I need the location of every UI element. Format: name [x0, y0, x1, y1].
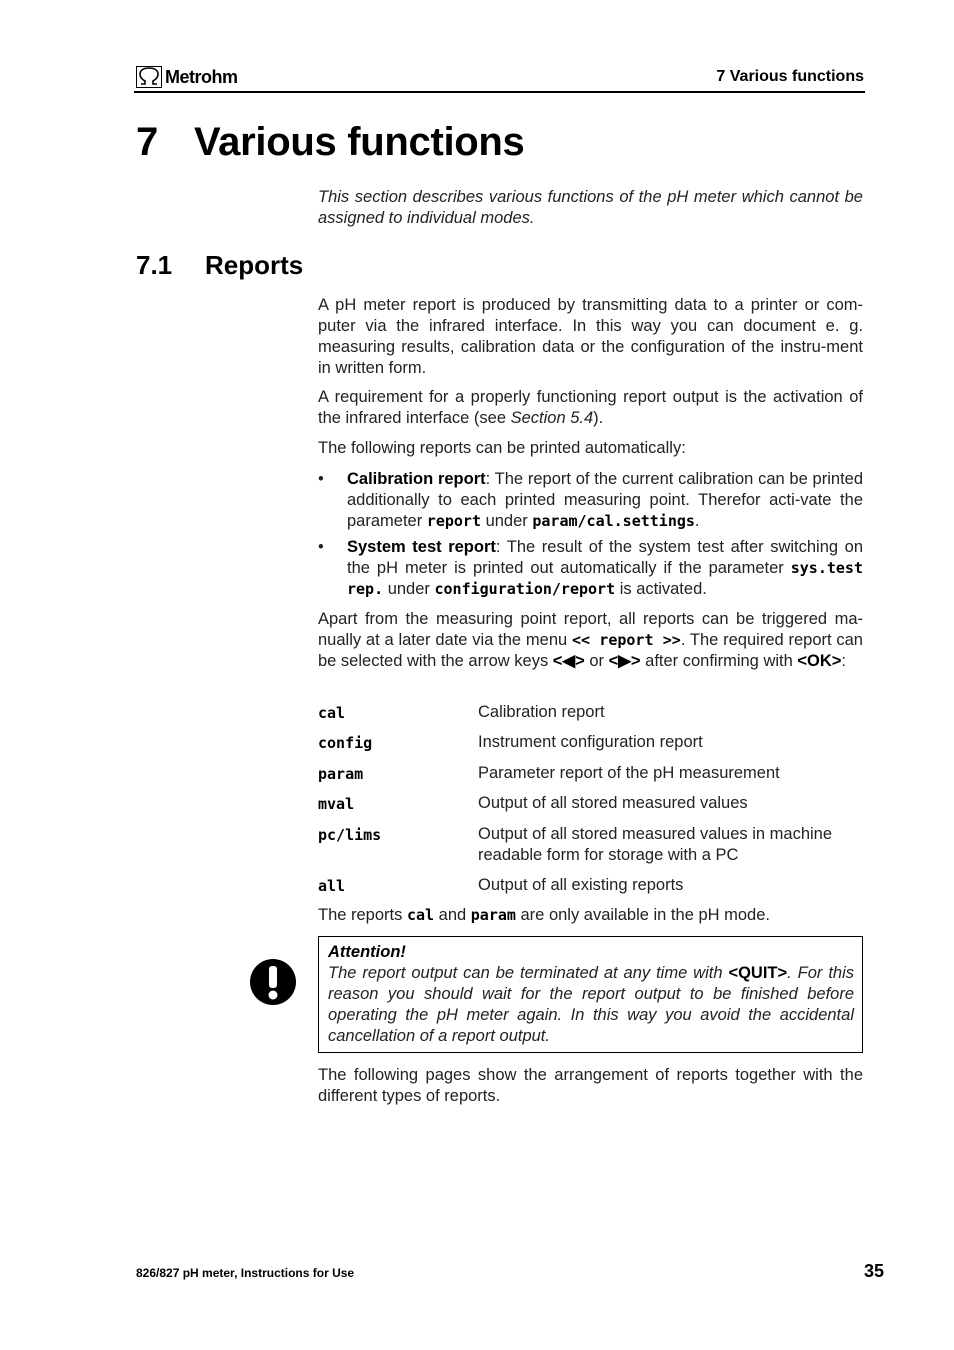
- menu-path-code: configuration/report: [434, 580, 616, 598]
- list-item: [318, 537, 863, 600]
- section-heading: [136, 250, 303, 281]
- bullet-text: under: [383, 580, 435, 598]
- attention-title: Attention!: [328, 943, 406, 961]
- chapter-title: Various functions: [194, 120, 525, 164]
- bullet-text: under: [480, 512, 533, 530]
- omega-logo-icon: [136, 66, 162, 88]
- report-description: Output of all existing reports: [478, 876, 684, 894]
- menu-name-code: << report >>: [572, 631, 681, 649]
- report-term: mval: [318, 795, 355, 813]
- paragraph-text: :: [841, 652, 846, 670]
- paragraph-text: Apart from the measuring point report, all reports can be triggered ma-nually at a later date via the menu: [318, 610, 863, 649]
- paragraph-requirement-end: ).: [593, 409, 604, 427]
- exclamation-icon: [249, 958, 297, 1011]
- right-arrow-key: <▶>: [608, 652, 641, 670]
- menu-path-code: param/cal.settings: [532, 512, 695, 530]
- paragraph-text: . The required report can be selected with the arrow keys: [318, 631, 863, 670]
- paragraph-text: or: [584, 652, 609, 670]
- attention-text: [328, 963, 854, 1047]
- chapter-number: 7: [136, 120, 158, 164]
- logo-text: Metrohm: [165, 66, 238, 87]
- section-reference: Section 5.4: [510, 409, 594, 427]
- bullet-text: : The result of the system test after switching on the pH meter is printed out automatically if the parameter: [347, 538, 863, 577]
- left-arrow-key: <◀>: [552, 652, 585, 670]
- ok-key: <OK>: [797, 652, 842, 670]
- list-item: [318, 469, 863, 532]
- paragraph-text: and: [434, 906, 471, 924]
- bullet-icon: •: [318, 538, 324, 556]
- page-number: 35: [863, 1261, 884, 1281]
- paragraph-ph-mode-note: [318, 905, 863, 926]
- report-description: Output of all stored measured values in machine readable form for storage with a PC: [478, 825, 833, 864]
- report-description: Output of all stored measured values: [478, 794, 748, 812]
- report-code: param: [470, 906, 516, 924]
- header-rule: [134, 91, 865, 93]
- parameter-code: report: [426, 512, 481, 530]
- quit-key: <QUIT>: [728, 964, 788, 982]
- bullet-icon: •: [318, 470, 324, 488]
- running-title: 7 Various functions: [716, 68, 864, 85]
- chapter-intro: This section describes various functions of the pH meter which cannot be assigned to individual modes.: [318, 188, 863, 227]
- report-description: Parameter report of the pH measurement: [478, 764, 780, 782]
- section-number: 7.1: [136, 250, 173, 280]
- paragraph-closing: The following pages show the arrangement of reports together with the different types of reports.: [318, 1066, 863, 1105]
- report-term: cal: [318, 704, 346, 722]
- attention-text-part: The report output can be terminated at any time with: [328, 964, 729, 982]
- report-description: Instrument configuration report: [478, 733, 703, 751]
- report-code: cal: [406, 906, 435, 924]
- paragraph-requirement-text: A requirement for a properly functioning report output is the activation of the infrared interface (see: [318, 388, 863, 427]
- paragraph-requirement: [318, 387, 863, 429]
- bullet-title: System test report: [347, 538, 496, 556]
- attention-content: [328, 942, 854, 1047]
- report-term: pc/lims: [318, 826, 382, 844]
- paragraph-report-intro: A pH meter report is produced by transmitting data to a printer or com-puter via the infrared interface. In this way you can document e. g. measuring results, calibration data or the configuration of the instru-ment in written form.: [318, 296, 863, 377]
- paragraph-manual-reports: [318, 609, 863, 672]
- bullet-list: [318, 469, 863, 600]
- bullet-title: Calibration report: [347, 470, 486, 488]
- bullet-text: .: [694, 512, 700, 530]
- report-term: param: [318, 765, 364, 783]
- report-description: Calibration report: [478, 703, 605, 721]
- report-term: config: [318, 734, 373, 752]
- paragraph-text: after confirming with: [640, 652, 798, 670]
- paragraph-text: The reports: [318, 906, 407, 924]
- metrohm-logo: [136, 64, 238, 90]
- footer-doc-title: 826/827 pH meter, Instructions for Use: [136, 1266, 355, 1280]
- section-title: Reports: [205, 250, 304, 280]
- paragraph-text: are only available in the pH mode.: [515, 906, 770, 924]
- chapter-heading: [136, 120, 525, 165]
- paragraph-auto-reports: The following reports can be printed automatically:: [318, 439, 686, 457]
- report-term: all: [318, 877, 346, 895]
- bullet-text: is activated.: [615, 580, 707, 598]
- bullet-text: : The report of the current calibration can be printed additionally to each printed measuring point. Therefor acti-vate the parameter: [347, 470, 864, 530]
- parameter-code: sys.test rep.: [347, 559, 863, 598]
- attention-text-part: . For this reason you should wait for the report output to be finished before operating the pH meter again. In this way you avoid the accidental cancellation of a report output.: [328, 964, 854, 1045]
